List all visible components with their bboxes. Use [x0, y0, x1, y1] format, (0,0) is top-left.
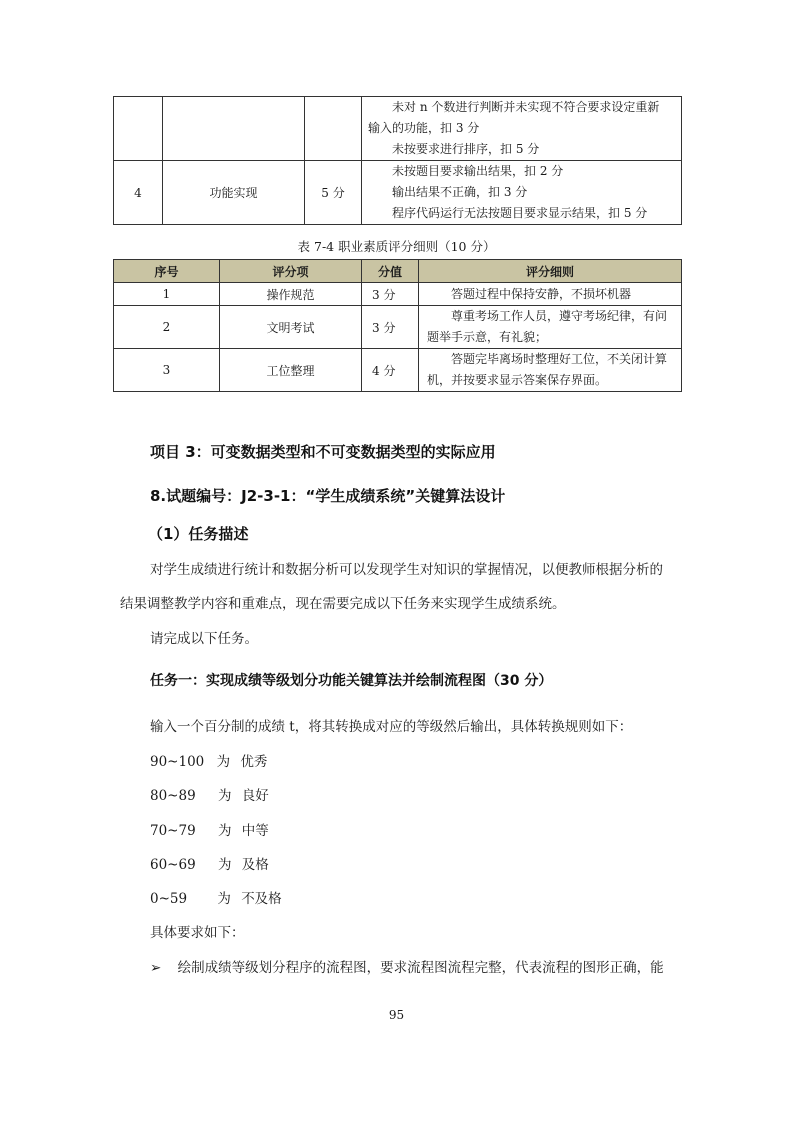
grade-sep: 为: [217, 891, 231, 907]
detail-line: 答题完毕离场时整理好工位，不关闭计算: [451, 352, 668, 366]
grade-level: 良好: [241, 788, 269, 804]
table-cell-item: 操作规范: [220, 283, 362, 306]
paragraph-line: 结果调整教学内容和重难点，现在需要完成以下任务来实现学生成绩系统。: [120, 596, 566, 612]
table-cell-details: [362, 97, 682, 161]
table-caption: 表 7-4 职业素质评分细则（10 分）: [297, 239, 496, 254]
professional-quality-table: [113, 259, 682, 392]
detail-line: 输入的功能，扣 3 分: [368, 121, 480, 135]
grade-range: 80~89: [150, 788, 196, 804]
project-heading: 项目 3：可变数据类型和不可变数据类型的实际应用: [150, 443, 496, 461]
grade-sep: 为: [217, 788, 232, 804]
header-item: 评分项: [220, 260, 362, 283]
question-heading: 8.试题编号：J2-3-1：“学生成绩系统”关键算法设计: [150, 487, 506, 505]
table-cell-score: [305, 97, 362, 161]
detail-line: 未对 n 个数进行判断并未实现不符合要求设定重新: [392, 100, 660, 114]
table-row: [114, 97, 682, 161]
detail-line: 未按要求进行排序，扣 5 分: [392, 142, 540, 156]
grade-rule: [150, 750, 267, 770]
table-cell-item: 工位整理: [220, 349, 362, 392]
table-cell-no: 1: [114, 283, 220, 306]
grade-sep: 为: [216, 754, 231, 770]
task-intro: 输入一个百分制的成绩 t，将其转换成对应的等级然后输出，具体转换规则如下：: [150, 719, 633, 735]
bullet-text: 绘制成绩等级划分程序的流程图，要求流程图流程完整，代表流程的图形正确，能: [177, 960, 664, 976]
table-cell-score: 4 分: [362, 349, 419, 392]
grade-range: 90~100: [150, 754, 205, 770]
arrow-bullet-icon: ➢: [150, 960, 162, 976]
section-heading: （1）任务描述: [148, 525, 249, 543]
grade-rule: [150, 819, 269, 839]
grade-level: 不及格: [241, 891, 282, 907]
detail-line: 未按题目要求输出结果，扣 2 分: [392, 164, 564, 178]
table-cell-no: 2: [114, 306, 220, 349]
grade-sep: 为: [217, 857, 232, 873]
bullet-item: [150, 956, 664, 976]
table-header-row: [114, 260, 682, 283]
table-cell-score: 5 分: [305, 161, 362, 225]
table-cell-item: 文明考试: [220, 306, 362, 349]
table-cell-item: [163, 97, 305, 161]
header-score: 分值: [362, 260, 419, 283]
requirements-label: 具体要求如下：: [150, 925, 245, 941]
table-cell-details: [419, 349, 682, 392]
grade-level: 中等: [241, 823, 269, 839]
table-row: [114, 349, 682, 392]
detail-line: 答题过程中保持安静，不损坏机器: [451, 286, 632, 301]
grade-level: 及格: [241, 857, 269, 873]
grade-level: 优秀: [240, 754, 268, 770]
grade-rule: [150, 853, 269, 873]
table-row: [114, 161, 682, 225]
paragraph: 请完成以下任务。: [150, 631, 258, 647]
table-cell-no: 4: [114, 161, 163, 225]
table-cell-score: 3 分: [362, 306, 419, 349]
paragraph-line: 对学生成绩进行统计和数据分析可以发现学生对知识的掌握情况，以便教师根据分析的: [150, 562, 663, 578]
detail-line: 题举手示意，有礼貌；: [427, 330, 548, 344]
grade-rule: [150, 887, 282, 907]
grade-range: 70~79: [150, 823, 196, 839]
table-cell-details: [419, 306, 682, 349]
grade-rule: [150, 784, 269, 804]
detail-line: 尊重考场工作人员，遵守考场纪律，有问: [451, 309, 668, 323]
table-cell-item: 功能实现: [163, 161, 305, 225]
table-cell-no: 3: [114, 349, 220, 392]
table-row: [114, 306, 682, 349]
table-cell-score: 3 分: [362, 283, 419, 306]
header-details: 评分细则: [419, 260, 682, 283]
detail-line: 机，并按要求显示答案保存界面。: [427, 373, 608, 387]
grade-range: 60~69: [150, 857, 196, 873]
table-row: [114, 283, 682, 306]
table-cell-no: [114, 97, 163, 161]
table-cell-details: [419, 283, 682, 306]
detail-line: 程序代码运行无法按题目要求显示结果，扣 5 分: [392, 206, 648, 220]
grade-range: 0~59: [150, 891, 188, 907]
task-heading: 任务一：实现成绩等级划分功能关键算法并绘制流程图（30 分）: [150, 673, 553, 689]
header-no: 序号: [114, 260, 220, 283]
scoring-table-continued: [113, 96, 682, 225]
detail-line: 输出结果不正确，扣 3 分: [392, 185, 528, 199]
table-cell-details: [362, 161, 682, 225]
grade-sep: 为: [217, 823, 232, 839]
page-number: 95: [388, 1008, 405, 1022]
